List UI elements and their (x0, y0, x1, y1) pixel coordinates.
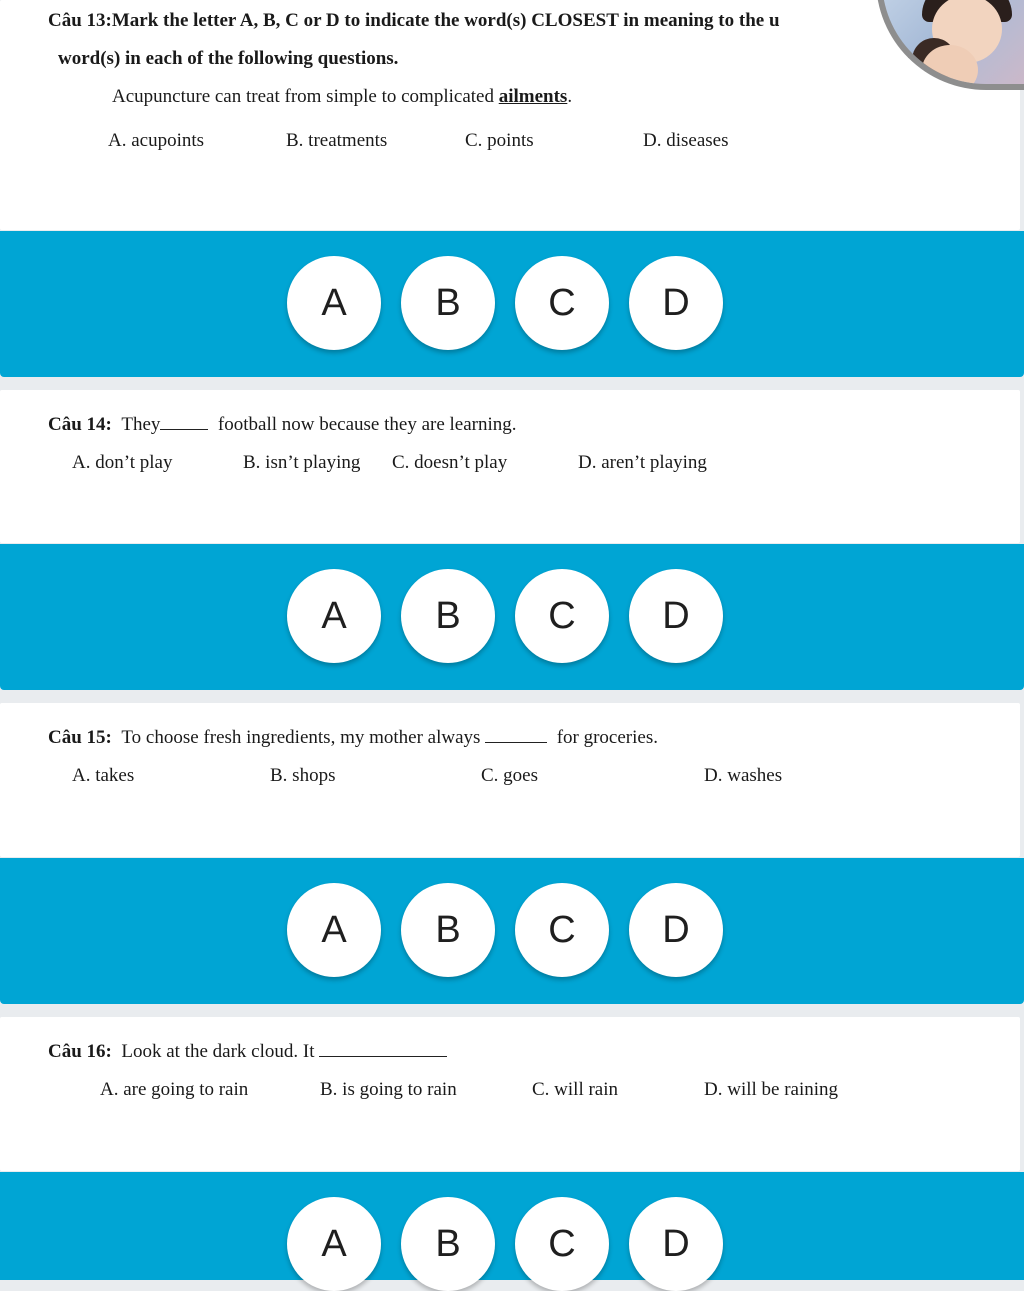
question-13-option-a: A. acupoints (108, 130, 205, 151)
question-16-option-b: B. is going to rain (320, 1079, 457, 1100)
question-13-label: Câu 13: (48, 10, 112, 31)
question-13-instruction-cont: word(s) in each of the following questions. (58, 48, 399, 69)
question-13-instruction (48, 10, 780, 32)
answer-button-b[interactable]: B (401, 883, 495, 977)
question-16-sentence (48, 1041, 447, 1063)
question-13-option-c: C. points (465, 130, 534, 151)
answer-button-c[interactable]: C (515, 256, 609, 350)
question-13-key-word: ailments (498, 86, 568, 107)
question-15-option-c: C. goes (481, 765, 538, 786)
question-14-option-a: A. don’t play (72, 452, 173, 473)
question-14-sentence (48, 414, 517, 436)
question-14-sentence-pre: They (121, 414, 161, 435)
question-13-option-b: B. treatments (286, 130, 388, 151)
question-14-sentence-post: football now because they are learning. (217, 414, 517, 435)
question-14-option-c: C. doesn’t play (392, 452, 508, 473)
answer-button-b[interactable]: B (401, 256, 495, 350)
answer-button-a[interactable]: A (287, 569, 381, 663)
answer-button-c[interactable]: C (515, 1197, 609, 1291)
question-13-instruction-text: Mark the letter A, B, C or D to indicate the word(s) CLOSEST in meaning to the u (111, 10, 780, 31)
answer-button-d[interactable]: D (629, 1197, 723, 1291)
question-14-blank (160, 415, 208, 430)
question-15-sentence-post: for groceries. (556, 727, 658, 748)
question-card-14 (0, 390, 1020, 543)
answer-button-b[interactable]: B (401, 569, 495, 663)
answer-band-14 (0, 544, 1024, 690)
question-13-sentence-post: . (567, 86, 573, 107)
answer-button-b[interactable]: B (401, 1197, 495, 1291)
answer-button-a[interactable]: A (287, 1197, 381, 1291)
question-15-sentence-pre: To choose fresh ingredients, my mother always (121, 727, 481, 748)
question-13-sentence (112, 86, 572, 108)
question-15-label: Câu 15: (48, 727, 112, 748)
answer-band-16 (0, 1172, 1024, 1280)
answer-button-a[interactable]: A (287, 883, 381, 977)
question-15-option-d: D. washes (704, 765, 783, 786)
answer-button-d[interactable]: D (629, 883, 723, 977)
question-16-label: Câu 16: (48, 1041, 112, 1062)
question-14-option-b: B. isn’t playing (243, 452, 361, 473)
question-16-sentence-pre: Look at the dark cloud. It (121, 1041, 315, 1062)
question-14-label: Câu 14: (48, 414, 112, 435)
question-card-16 (0, 1017, 1020, 1171)
answer-button-c[interactable]: C (515, 569, 609, 663)
answer-button-d[interactable]: D (629, 256, 723, 350)
question-card-13 (0, 0, 1020, 230)
answer-button-a[interactable]: A (287, 256, 381, 350)
question-16-option-c: C. will rain (532, 1079, 619, 1100)
question-15-option-a: A. takes (72, 765, 135, 786)
answer-button-c[interactable]: C (515, 883, 609, 977)
answer-band-15 (0, 858, 1024, 1004)
question-15-blank (485, 728, 547, 743)
answer-button-d[interactable]: D (629, 569, 723, 663)
question-16-option-d: D. will be raining (704, 1079, 839, 1100)
answer-band-13 (0, 231, 1024, 377)
question-16-option-a: A. are going to rain (100, 1079, 249, 1100)
question-14-option-d: D. aren’t playing (578, 452, 707, 473)
question-card-15 (0, 703, 1020, 857)
question-15-option-b: B. shops (270, 765, 336, 786)
question-16-blank (319, 1042, 447, 1057)
question-13-sentence-pre: Acupuncture can treat from simple to complicated (112, 86, 499, 107)
question-13-option-d: D. diseases (643, 130, 729, 151)
question-15-sentence (48, 727, 658, 749)
